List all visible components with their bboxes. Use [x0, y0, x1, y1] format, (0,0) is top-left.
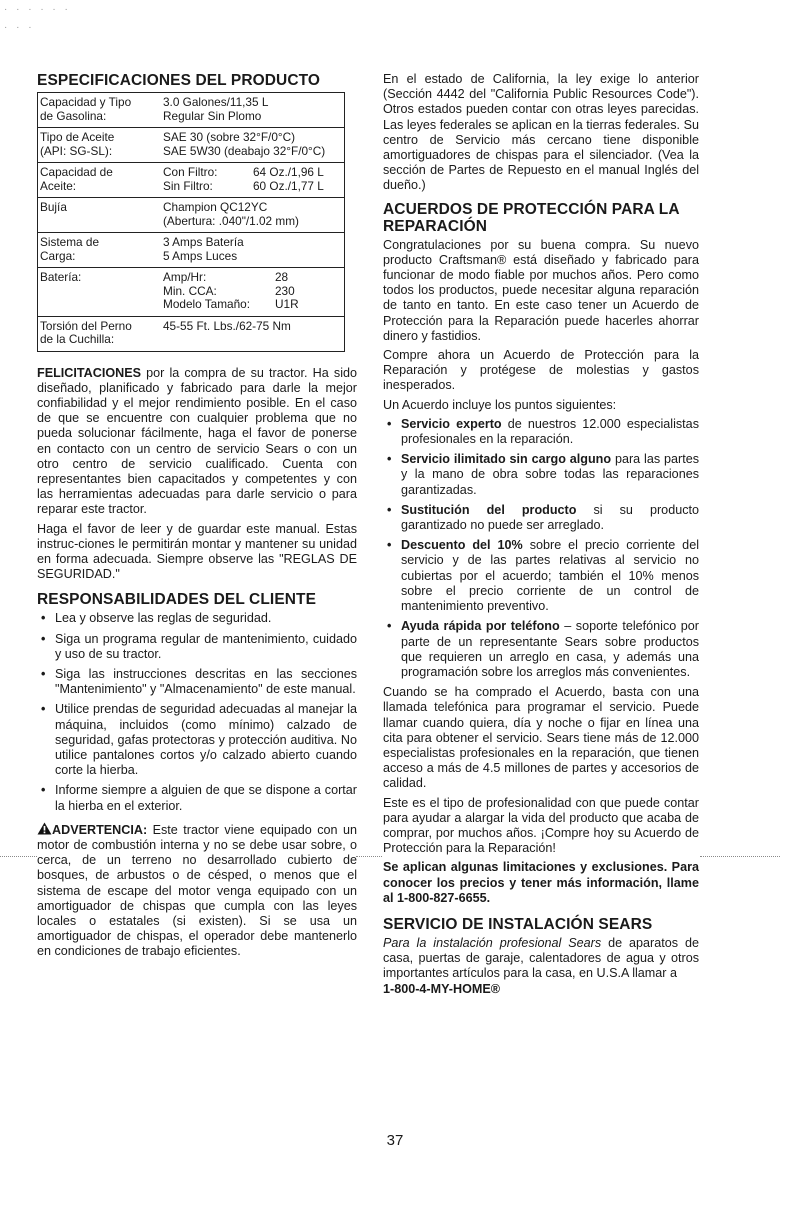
list-item: [383, 417, 699, 447]
spec-label-line: Tipo de Aceite: [40, 130, 115, 144]
install-heading: SERVICIO DE INSTALACIÓN SEARS: [383, 915, 653, 933]
spec-label-line: Capacidad y Tipo: [40, 95, 132, 109]
list-item: • Lea y observe las reglas de seguridad.: [37, 611, 357, 626]
spec-kv-line: [163, 180, 341, 194]
spec-value-line: SAE 30 (sobre 32°F/0°C): [163, 130, 296, 144]
spec-label-line: Aceite:: [40, 178, 77, 193]
spec-table: [37, 92, 345, 352]
list-item: • Siga un programa regular de mantenimiento, cuidado y uso de su tractor.: [37, 632, 357, 662]
spec-value-line: 3.0 Galones/11,35 L: [163, 95, 269, 109]
spec-label-line: Bujía: [40, 200, 67, 214]
california-paragraph: En el estado de California, la ley exige lo anterior (Sección 4442 del "California Public Resources Code"). Otros estados pueden contar con otras leyes parecidas. Las leyes federales se aplican en la tierras federales. Su centro de Servicio más cercano tiene disponible amortiguadores de chispas para el silenciador. (Vea la sección de Partes de Repuesto en el manual Inglés del dueño.): [383, 72, 699, 193]
congrats-text: por la compra de su tractor. Ha sido diseñado, planificado y fabricado para darle la mejor confiabilidad y el mejor rendimiento posible. En el caso de que se encuentre con cualquier problema que no pueda solucionar fácilmente, haga el favor de ponerse en contacto con un centro de servicio Sears o con un otro centro de servicio cualificado. Cuenta con representantes bien capacitados y competentes y con las herramientas adecuadas para darle servicio o para reparar este tractor.: [37, 365, 357, 517]
spec-label-line: Sistema de: [40, 235, 100, 249]
spec-value-line: (Abertura: .040"/1.02 mm): [163, 213, 299, 228]
spec-kv-value: 60 Oz./1,77 L: [253, 178, 324, 193]
list-item-text: de nuestros 12.000 especialistas profesionales en la reparación.: [401, 416, 699, 447]
spec-label: [38, 198, 162, 233]
right-column: [383, 72, 699, 1001]
spec-value-line: 5 Amps Luces: [163, 248, 238, 263]
list-item-lead: Servicio ilimitado sin cargo alguno: [401, 452, 612, 467]
spec-label-line: Batería:: [40, 270, 82, 284]
spec-value: [161, 128, 345, 163]
spec-value-line: 3 Amps Batería: [163, 235, 244, 249]
spec-label-line: Carga:: [40, 248, 76, 263]
agreement-paragraph: Este es el tipo de profesionalidad con que puede contar para ayudar a alargar la vida del producto que acaba de comprar, por muchos años. ¡Compre hoy su Acuerdo de Protección para la Reparación!: [383, 795, 699, 856]
spec-value: [161, 268, 345, 317]
spec-kv-key: Sin Filtro:: [163, 178, 213, 193]
spec-heading: ESPECIFICACIONES DEL PRODUCTO: [37, 72, 321, 89]
spec-value: [161, 163, 345, 198]
list-item-lead: Ayuda rápida por teléfono: [401, 619, 560, 634]
responsibilities-heading: RESPONSABILIDADES DEL CLIENTE: [37, 591, 317, 609]
spec-row: [38, 163, 345, 198]
spec-kv-line: [163, 298, 341, 312]
list-item-lead: Servicio experto: [401, 416, 502, 431]
scan-artifact-dots: · · · · · ·: [4, 4, 71, 15]
warning-text: Este tractor viene equipado con un motor de combustión interna y no se debe usar sobre, o cerca, de un terreno no desarrollado cubierto de bosques, de arbustos o de césped, o menos que el sistema de escape del motor venga equipado con un amortiguador de chispas que cumpla con las leyes locales o estatales (si existen). Si se usa un amortiguador de chispas, el operador debe mantenerlo en condiciones de trabajo eficientes.: [37, 822, 357, 959]
list-item: • Utilice prendas de seguridad adecuadas al manejar la máquina, incluidos (como mínimo) calzado de seguridad, gafas protectoras y protección auditiva. No utilice pantalones cortos y/o calzado abierto cuando corte la hierba.: [37, 702, 357, 778]
congrats-lead: FELICITACIONES: [37, 365, 142, 380]
list-item: • Siga las instrucciones descritas en las secciones "Mantenimiento" y "Almacenamiento" de este manual.: [37, 667, 357, 697]
spec-kv-value: 64 Oz./1,96 L: [253, 165, 324, 179]
spec-kv-value: U1R: [275, 297, 299, 311]
install-text: de aparatos de casa, puertas de garaje, calentadores de agua y otros importantes artículos para la casa, en U.S.A llamar a: [383, 935, 699, 981]
agreement-limitations: Se aplican algunas limitaciones y exclusiones. Para conocer los precios y tener más información, llame al 1-800-827-6655.: [383, 860, 699, 905]
spec-value: [161, 316, 345, 351]
divider: [700, 856, 780, 857]
spec-row: [38, 93, 345, 128]
spec-label: [38, 233, 162, 268]
list-item: [383, 538, 699, 614]
responsibilities-list: [37, 611, 357, 813]
list-item-text: si su producto garantizado no puede ser arreglado.: [401, 502, 699, 533]
spec-label: [38, 93, 162, 128]
list-item-text: – soporte telefónico por parte de un representante Sears sobre productos que requieren un arreglo en casa, y además una programación sobre los arreglos más convenientes.: [401, 619, 699, 679]
spec-value-line: 45-55 Ft. Lbs./62-75 Nm: [163, 318, 291, 333]
spec-row: [38, 128, 345, 163]
spec-label: [38, 163, 162, 198]
list-item: [383, 503, 699, 533]
spec-value: [161, 93, 345, 128]
spec-kv-key: Min. CCA:: [163, 283, 217, 298]
agreement-paragraph: Un Acuerdo incluye los puntos siguientes:: [383, 397, 617, 412]
spec-label: [38, 316, 162, 351]
list-item: • Informe siempre a alguien de que se dispone a cortar la hierba en el exterior.: [37, 783, 357, 813]
warning-triangle-icon: [37, 822, 52, 835]
agreement-paragraph: Cuando se ha comprado el Acuerdo, basta con una llamada telefónica para programar el servicio. Puede llamar cuando quiera, día y noche o fijar en línea una cita para obtener el servicio. Sears tiene más de 12.000 especialistas profesionales en la reparación, que tienen acceso a más de 4.5 millones de partes y accesorios de calidad.: [383, 685, 699, 791]
spec-value-line: Regular Sin Plomo: [163, 108, 262, 123]
spec-kv-value: 230: [275, 283, 295, 298]
divider: [0, 856, 37, 857]
spec-value-line: SAE 5W30 (deabajo 32°F/0°C): [163, 143, 326, 158]
congrats-paragraph: [37, 366, 357, 518]
spec-row: [38, 268, 345, 317]
spec-label-line: (API: SG-SL):: [40, 143, 113, 158]
divider: [356, 856, 382, 857]
install-paragraph: [383, 936, 699, 982]
list-item-text: sobre el precio corriente del servicio y de las partes relativas al servicio no cubiertas por el acuerdo; también el 10% menos sobre el precio corriente de un control de mantenimiento preventivo.: [401, 538, 699, 614]
spec-kv-value: 28: [275, 270, 289, 284]
list-item: [383, 619, 699, 680]
agreement-heading: ACUERDOS DE PROTECCIÓN PARA LA REPARACIÓN: [383, 200, 680, 235]
spec-row: [38, 233, 345, 268]
spec-value-line: Champion QC12YC: [163, 200, 268, 214]
spec-label-line: de Gasolina:: [40, 108, 107, 123]
spec-kv-key: Modelo Tamaño:: [163, 297, 251, 311]
agreement-list: [383, 417, 699, 680]
scan-artifact-dots: · · ·: [4, 22, 35, 33]
page-number: 37: [386, 1132, 404, 1149]
warning-paragraph: [37, 822, 357, 960]
spec-value: [161, 233, 345, 268]
list-item-text: para las partes y la mano de obra sobre todas las reparaciones garantizadas.: [401, 452, 699, 497]
spec-label-line: de la Cuchilla:: [40, 332, 115, 346]
install-italic: Para la instalación profesional Sears: [383, 935, 602, 950]
spec-kv-key: Con Filtro:: [163, 165, 218, 179]
spec-label: [38, 128, 162, 163]
spec-row: [38, 198, 345, 233]
list-item-lead: Descuento del 10%: [401, 538, 523, 553]
spec-label: [38, 268, 162, 317]
agreement-paragraph: Congratulaciones por su buena compra. Su nuevo producto Craftsman® está diseñado y fabricado para funcionar de modo fiable por muchos años. Pero como todos los productos, puede necesitar alguna reparación de tanto en tanto. En este caso tener un Acuerdo de Protección para la Reparación puede hacerles ahorrar dinero y fastidios.: [383, 237, 699, 343]
install-phone: 1-800-4-MY-HOME®: [383, 981, 501, 996]
spec-kv-key: Amp/Hr:: [163, 270, 207, 284]
spec-kv-line: [163, 166, 341, 180]
warning-lead: ADVERTENCIA:: [52, 822, 148, 837]
list-item: [383, 452, 699, 498]
spec-label-line: Torsión del Perno: [40, 318, 132, 333]
list-item-lead: Sustitución del producto: [401, 502, 577, 517]
spec-kv-line: [163, 271, 341, 285]
spec-row: [38, 316, 345, 351]
spec-label-line: Capacidad de: [40, 165, 113, 179]
manual-paragraph: Haga el favor de leer y de guardar este manual. Estas instruc-ciones le permitirán montar y mantener su unidad en forma adecuada. Siempre observe las "REGLAS DE SEGURIDAD.": [37, 521, 357, 582]
spec-kv-line: [163, 285, 341, 299]
left-column: [37, 72, 357, 964]
spec-value: [161, 198, 345, 233]
agreement-paragraph: Compre ahora un Acuerdo de Protección para la Reparación y protégese de molestias y gastos inesperados.: [383, 348, 699, 393]
